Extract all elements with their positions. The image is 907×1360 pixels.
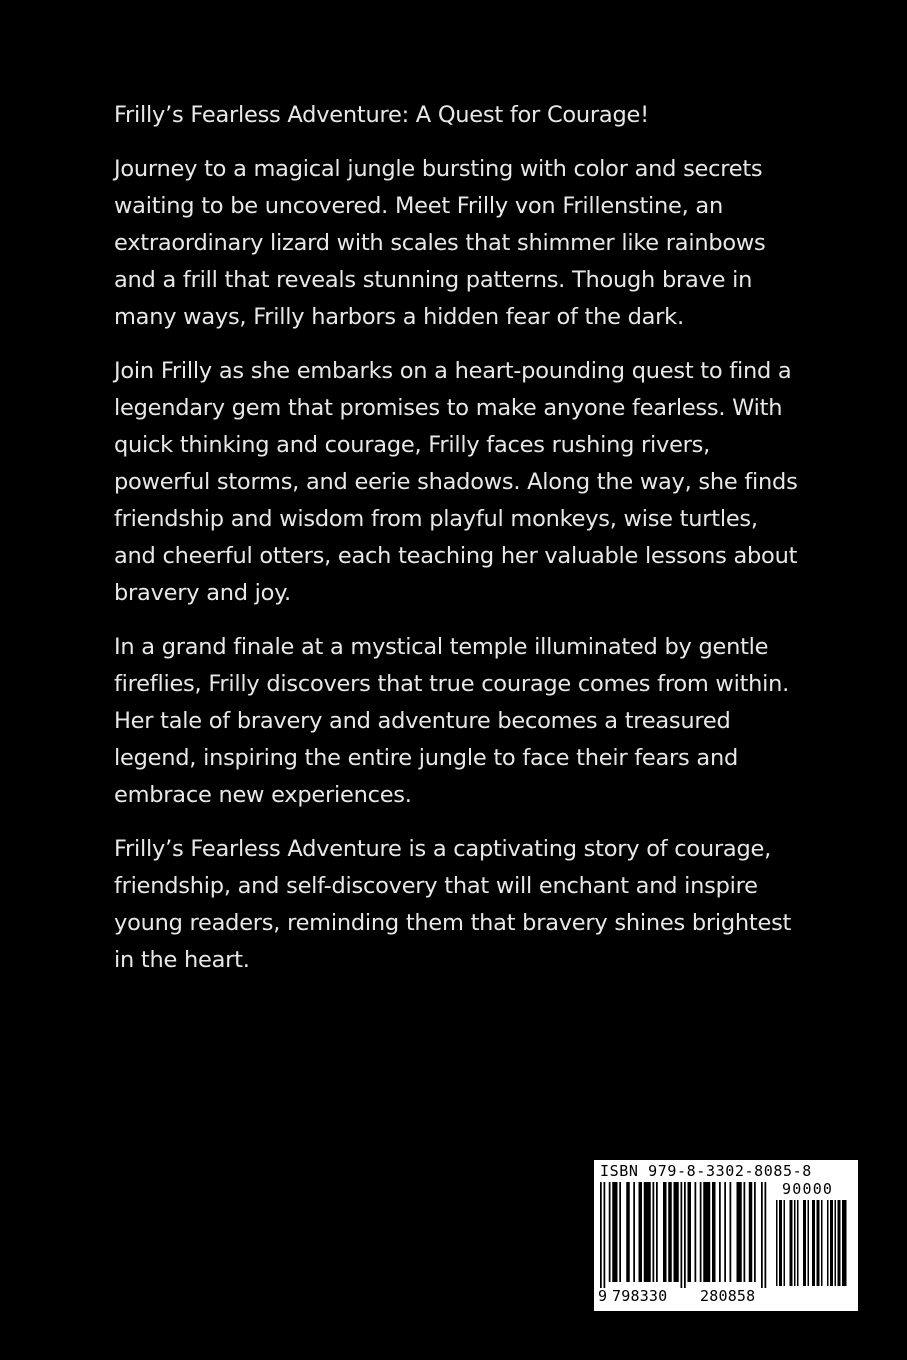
barcode-bar [674, 1182, 679, 1282]
barcode-bar [700, 1182, 702, 1282]
barcode-bar [633, 1182, 635, 1282]
barcode-bar [695, 1182, 697, 1282]
barcode-bar [744, 1182, 746, 1282]
barcode-bar [821, 1200, 823, 1286]
blurb-paragraph-2: Join Frilly as she embarks on a heart-pounding quest to find a legendary gem that promises to make anyone fearless. With quick thinking and courage, Frilly faces rushing rivers, powerful storms, and eerie shadows. Along the way, she finds friendship and wisdom from playful monkeys, wise turtles, and cheerful otters, each teaching her valuable lessons about bravery and joy. [114, 358, 798, 606]
addon-barcode-bars [776, 1200, 852, 1288]
barcode-bar [619, 1182, 621, 1282]
barcode-bar [790, 1200, 793, 1286]
barcode-bar [754, 1182, 756, 1282]
addon-digits: 90000 [782, 1180, 834, 1198]
barcode-bar [784, 1200, 786, 1286]
barcode-bar [761, 1182, 763, 1288]
barcode-bar [604, 1182, 606, 1288]
barcode-bar [681, 1182, 683, 1288]
barcode-bar [765, 1182, 767, 1288]
barcode-bar [612, 1182, 617, 1282]
back-cover-blurb [114, 97, 804, 996]
barcode-bar [779, 1200, 782, 1286]
isbn-label: ISBN 979-8-3302-8085-8 [600, 1162, 812, 1180]
blurb-paragraph-1: Journey to a magical jungle bursting with color and secrets waiting to be uncovered. Meet Frilly von Frillenstine, an extraordinary lizard with scales that shimmer like rainbows and a frill that reveals stunning patterns. Though brave in many ways, Frilly harbors a hidden fear of the dark. [114, 156, 766, 330]
barcode-bar [644, 1182, 651, 1282]
barcode-bar [688, 1182, 692, 1282]
barcode-bar [656, 1182, 658, 1282]
ean-left-digits: 798330 [612, 1287, 668, 1305]
barcode-bar [600, 1182, 602, 1288]
ean-barcode-bars [600, 1182, 770, 1290]
barcode-bar [626, 1182, 630, 1282]
barcode-bar [724, 1182, 726, 1282]
barcode-bar [794, 1200, 796, 1286]
barcode-bar [817, 1200, 820, 1286]
barcode-bar [776, 1200, 778, 1286]
barcode-bar [703, 1182, 710, 1282]
barcode-bar [830, 1200, 833, 1286]
barcode-bar [803, 1200, 806, 1286]
barcode-bar [842, 1200, 847, 1286]
barcode-bar [808, 1200, 810, 1286]
barcode-bar [812, 1200, 815, 1286]
blurb-paragraph-3: In a grand finale at a mystical temple illuminated by gentle fireflies, Frilly discovers that true courage comes from within. Her tale of bravery and adventure becomes a treasured legend, inspiring the entire jungle to face their fears and embrace new experiences. [114, 634, 790, 808]
ean-right-digits: 280858 [700, 1287, 756, 1305]
barcode-bar [684, 1182, 686, 1288]
barcode-bar [737, 1182, 742, 1282]
barcode-bar [712, 1182, 716, 1282]
barcode-bar [663, 1182, 667, 1282]
blurb-paragraph-4: Frilly’s Fearless Adventure is a captivating story of courage, friendship, and self-discovery that will enchant and inspire young readers, reminding them that bravery shines brightest in the heart. [114, 836, 792, 973]
barcode-bar [838, 1200, 841, 1286]
barcode-bar [797, 1200, 799, 1286]
blurb-title: Frilly’s Fearless Adventure: A Quest for Courage! [114, 102, 649, 128]
ean-digits [598, 1287, 755, 1305]
barcode-bar [639, 1182, 643, 1282]
barcode-bar [719, 1182, 721, 1282]
ean-first-digit: 9 [598, 1287, 608, 1305]
barcode-bar [653, 1182, 655, 1282]
barcode-bar [835, 1200, 837, 1286]
barcode-bar [609, 1182, 611, 1282]
isbn-barcode [594, 1160, 858, 1311]
barcode-bar [827, 1200, 829, 1286]
barcode-bar [668, 1182, 672, 1282]
barcode-bar [730, 1182, 732, 1282]
barcode-bar [749, 1182, 753, 1282]
